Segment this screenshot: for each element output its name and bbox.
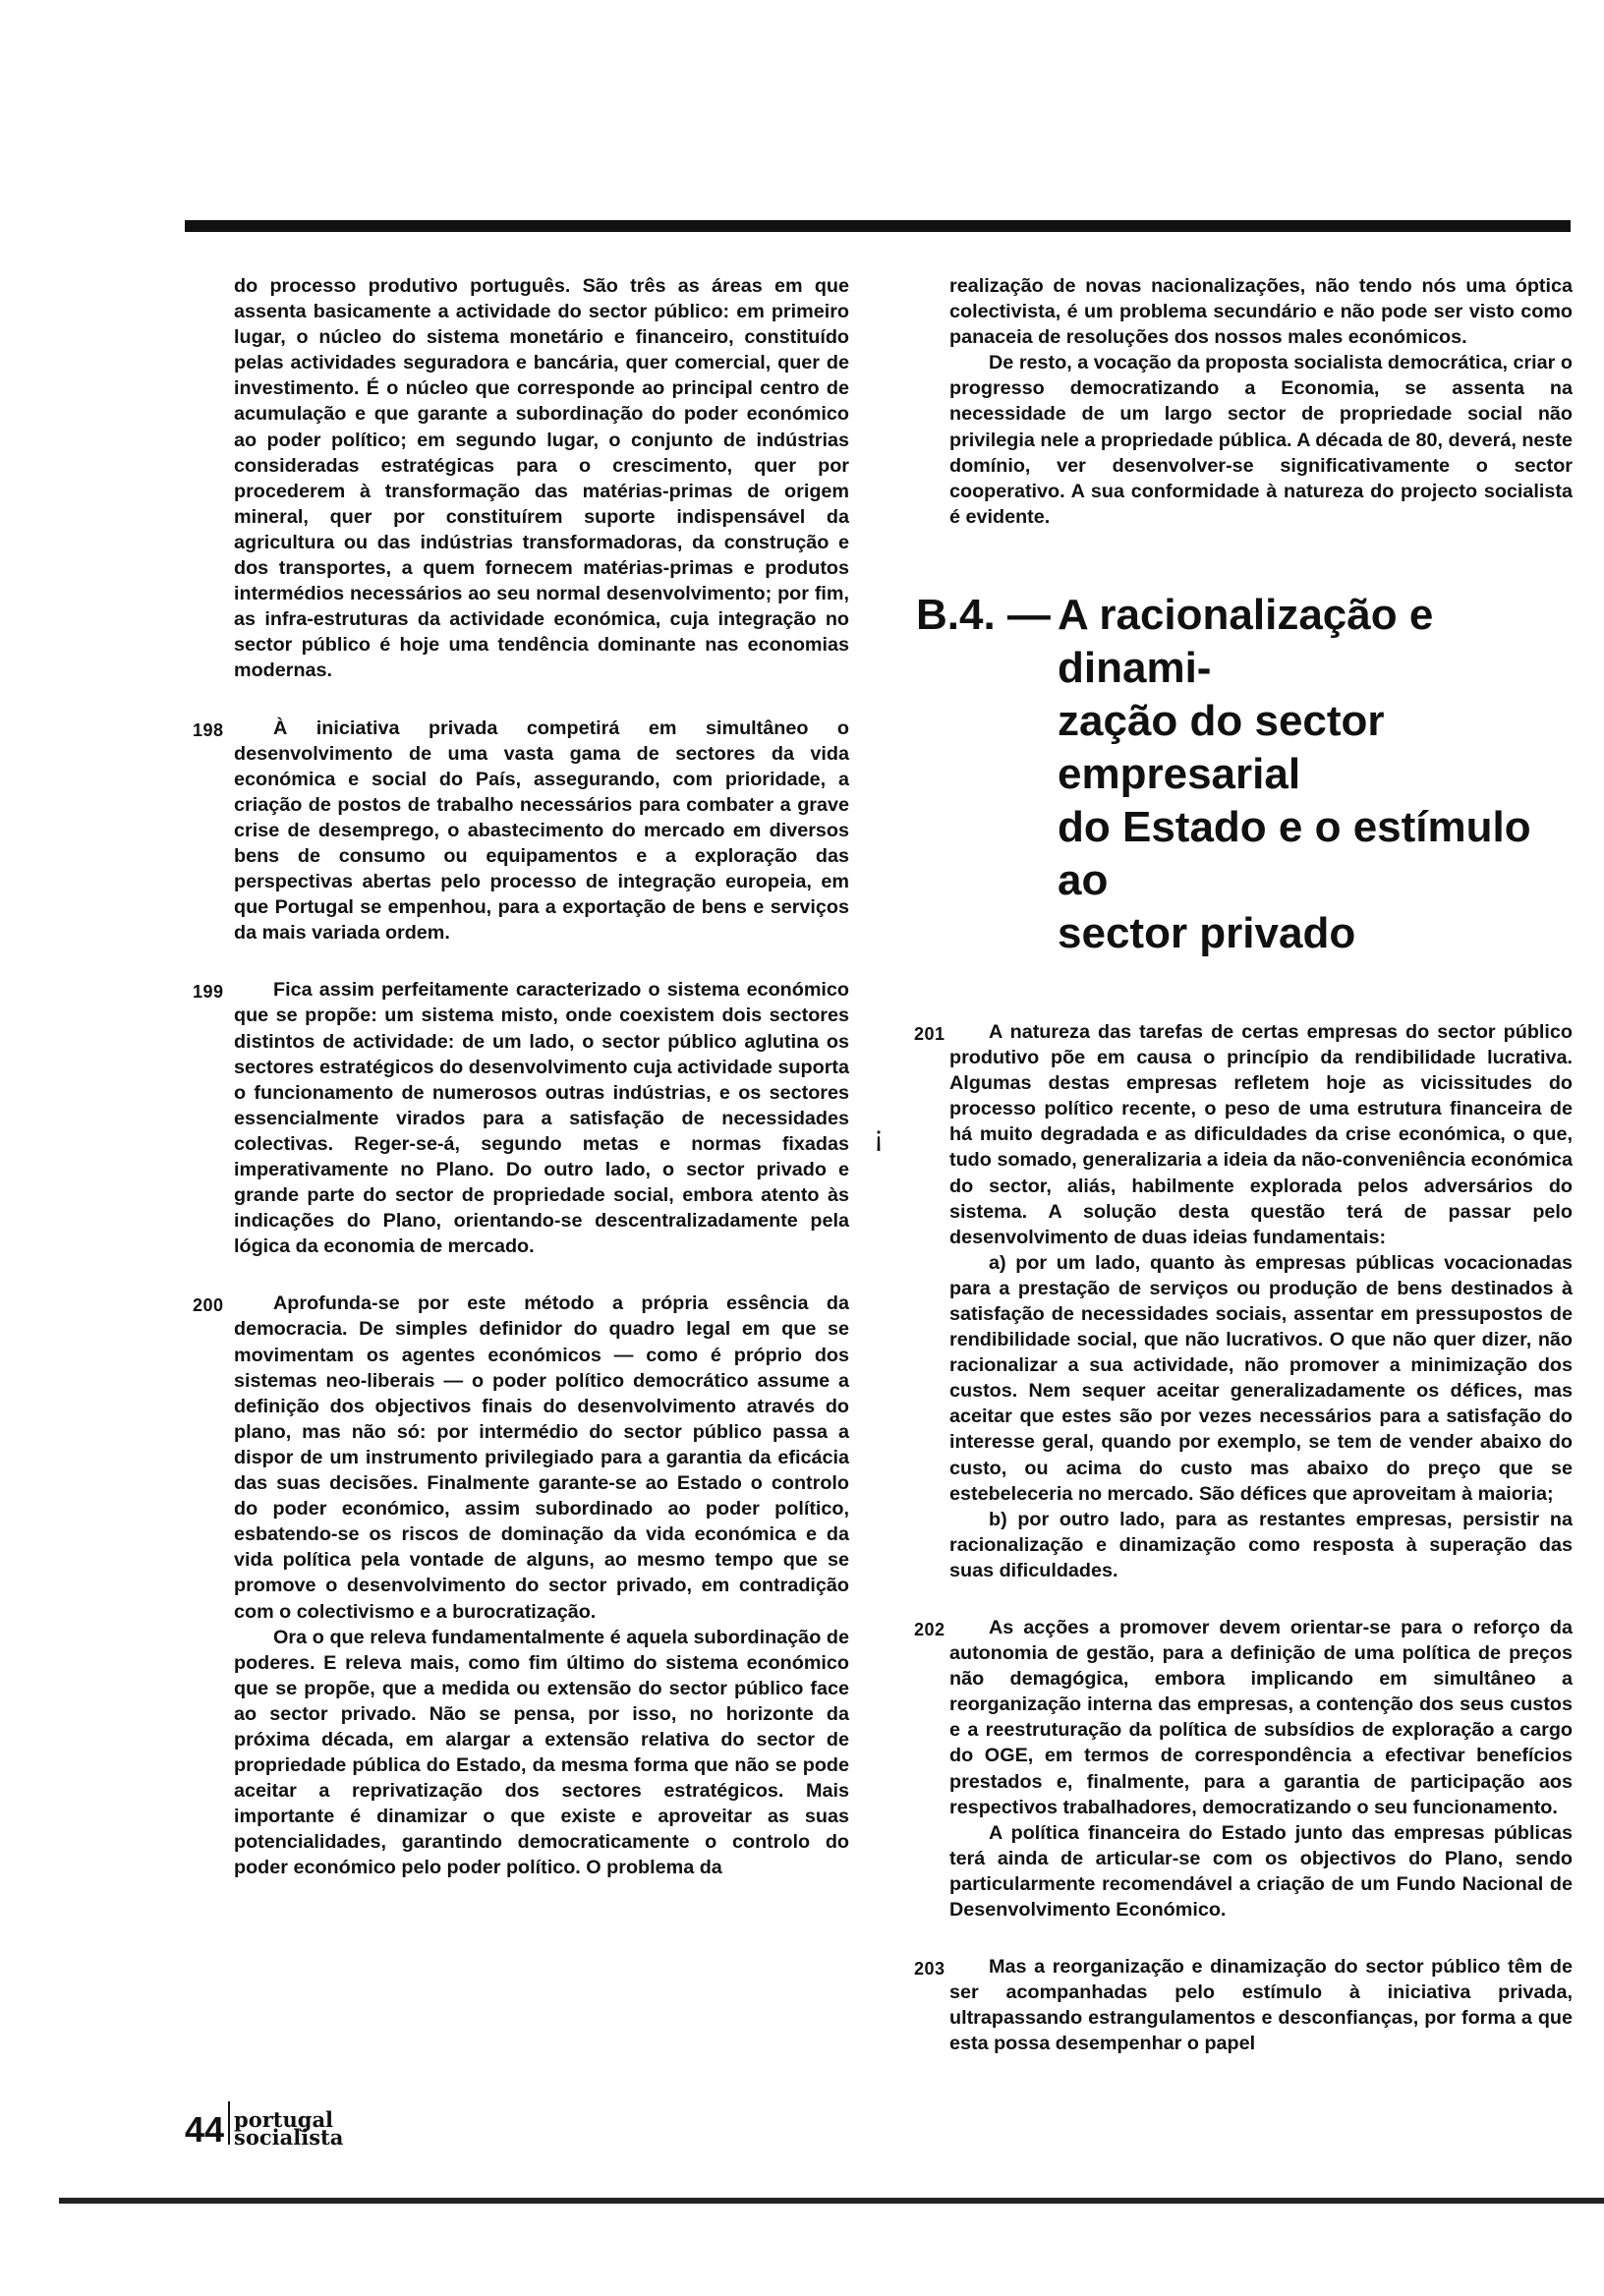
paragraph-text: realização de novas nacionalizações, não tendo nós uma óptica colectivista, é um problema secundário e não pode ser visto como panaceia de resoluções dos nossos males económicos.	[949, 275, 1573, 349]
top-rule	[185, 220, 1571, 232]
section-label: B.4. —	[916, 590, 1051, 639]
section-title-line: sector privado	[1058, 908, 1356, 957]
paragraph-number: 202	[914, 1620, 945, 1639]
magazine-name-line2: socialista	[234, 2125, 344, 2150]
section-title-line: zação do sector empresarial	[1058, 696, 1385, 798]
section-title-line: do Estado e o estímulo ao	[1058, 802, 1531, 904]
paragraph-number: 198	[193, 719, 224, 740]
page-number: 44	[185, 2109, 225, 2150]
paragraph-text: Fica assim perfeitamente caracterizado o sistema económico que se propõe: um sistema misto, onde coexistem dois sectores distintos de actividade: de um lado, o sector público aglutina os sectores estratégicos do desenvolvimento cuja actividade suporta o funcionamento de numerosos outras indústrias, e os sectores essencialmente virados para a satisfação de necessidades colectivas. Reger-se-á, segundo metas e normas fixadas imperativamente no Plano. Do outro lado, o sector privado e grande parte do sector de propriedade social, embora atento às indicações do Plano, orientando-se descentralizadamente pela lógica da economia de mercado.	[234, 979, 849, 1258]
margin-mark: ¡	[874, 1120, 884, 1153]
paragraph-number: 201	[914, 1023, 945, 1044]
paragraph-text: do processo produtivo português. São três as áreas em que assenta basicamente a actividade do sector público: em primeiro lugar, o núcleo do sistema monetário e financeiro, constituído pelas actividades seguradora e bancária, quer comercial, quer de investimento. É o núcleo que corresponde ao principal centro de acumulação e que garante a subordinação do poder económico ao poder político; em segundo lugar, o conjunto de indústrias consideradas estratégicas para o crescimento, quer por procederem à transformação das matérias-primas de origem mineral, quer por constituírem suporte indispensável da agricultura ou das indústrias transformadoras, da construção e dos transportes, a quem fornecem matérias-primas e produtos intermédios necessários ao seu normal desenvolvimento; por fim, as infra-estruturas da actividade económica, cuja integração no sector público é hoje uma tendência dominante nas economias modernas.	[234, 275, 849, 682]
magazine-name-line1: portugal	[234, 2107, 334, 2132]
paragraph-text: A política financeira do Estado junto das empresas públicas terá ainda de articular-se com os objectivos do Plano, sendo particularmente recomendável a criação de um Fundo Nacional de Desenvolvimento Económico.	[949, 1821, 1573, 1922]
paragraph-text: Ora o que releva fundamentalmente é aquela subordinação de poderes. E releva mais, como fim último do sistema económico que se propõe, que a medida ou extensão do sector público face ao sector privado. Não se pensa, por isso, no horizonte da próxima década, em alargar a extensão relativa do sector de propriedade pública do Estado, da mesma forma que não se pode aceitar a reprivatização dos sectores estratégicos. Mais importante é dinamizar o que existe e aproveitar as suas potencialidades, garantindo democraticamente o controlo do poder económico pelo poder político. O problema da	[234, 1626, 849, 1879]
section-heading	[916, 589, 1573, 960]
paragraph-198	[193, 716, 849, 947]
paragraph-text: De resto, a vocação da proposta socialista democrática, criar o progresso democratizando a Economia, se assenta na necessidade de um largo sector de propriedade social não privilegia nele a propriedade pública. A década de 80, deverá, neste domínio, ver desenvolver-se significativamente o sector cooperativo. A sua conformidade à natureza do projecto socialista é evidente.	[949, 352, 1573, 528]
paragraph-203	[914, 1954, 1573, 2056]
paragraph-number: 203	[914, 1959, 945, 1980]
section-title-line: A racionalização e dinami-	[1058, 590, 1434, 692]
magazine-logo	[234, 2107, 344, 2150]
list-item-b: b) por outro lado, para as restantes empresas, persistir na racionalização e dinamização como resposta à superação das suas dificuldades.	[949, 1508, 1573, 1581]
paragraph-text: A natureza das tarefas de certas empresas do sector público produtivo põe em causa o princípio da rendibilidade lucrativa. Algumas destas empresas refletem hoje as vicissitudes do processo político recente, o peso de uma estrutura financeira de há muito degradada e as dificuldades da crise económica, o que, tudo somado, generalizaria a ideia da não-conveniência económica do sector, aliás, habilmente explorada pelos adversários do sistema. A solução desta questão terá de passar pelo desenvolvimento de duas ideias fundamentais:	[949, 1020, 1573, 1248]
list-item-a: a) por um lado, quanto às empresas públicas vocacionadas para a prestação de serviços ou produção de bens destinados à satisfação de necessidades sociais, assentar em pressupostos de rendibilidade social, que não lucrativos. O que não quer dizer, não racionalizar a sua actividade, não promover a minimização dos custos. Nem sequer aceitar generalizadamente os défices, mas aceitar que estes são por vezes necessários para a satisfação do interesse geral, quando por exemplo, se tem de vender abaixo do custo, ou acima do custo mas abaixo do preço que se estebeleceria no mercado. São défices que aproveitam à maioria;	[949, 1251, 1573, 1505]
paragraph-199	[193, 977, 849, 1259]
paragraph-202	[914, 1615, 1573, 1923]
right-column	[914, 273, 1573, 2057]
paragraph-200	[193, 1291, 849, 1880]
paragraph-text: As acções a promover devem orientar-se para o reforço da autonomia de gestão, para a definição de uma política de preços não demagógica, embora implicando em simultâneo a reorganização interna das empresas, a contenção dos seus custos e a reestruturação da política de subsídios de exploração a cargo do OGE, em termos de correspondência a efectivar benefícios prestados e, finalmente, para a garantia de participação aos respectivos trabalhadores, democratizando o seu funcionamento.	[949, 1617, 1573, 1818]
paragraph-number: 199	[193, 982, 224, 1003]
page-footer	[185, 2101, 344, 2150]
paragraph-text: Aprofunda-se por este método a própria essência da democracia. De simples definidor do quadro legal em que se movimentam os agentes económicos — como é próprio dos sistemas neo-liberais — o poder político democrático assume a definição dos objectivos finais do desenvolvimento através do plano, mas não só: por intermédio do sector público passa a dispor de um instrumento privilegiado para a garantia da eficácia das suas decisões. Finalmente garante-se ao Estado o controlo do poder económico, assim subordinado ao poder político, esbatendo-se os riscos de dominação da vida económica e da vida política pela vontade de alguns, ao mesmo tempo que se promove o desenvolvimento do sector privado, em contradição com o colectivismo e a burocratização.	[234, 1292, 849, 1623]
paragraph-text: Mas a reorganização e dinamização do sector público têm de ser acompanhadas pelo estímulo à iniciativa privada, ultrapassando estrangulamentos e desconfianças, por forma a que esta possa desempenhar o papel	[949, 1956, 1573, 2055]
paragraph-continued	[949, 273, 1573, 530]
bottom-rule	[59, 2198, 1604, 2204]
paragraph-text: À iniciativa privada competirá em simultâneo o desenvolvimento de uma vasta gama de sectores da vida económica e social do País, assegurando, com prioridade, a criação de postos de trabalho necessários para combater a grave crise de desemprego, o abastecimento do mercado em diversos bens de consumo ou equipamentos e a exploração das perspectivas abertas pelo processo de integração europeia, em que Portugal se empenhou, para a exportação de bens e serviços da mais variada ordem.	[234, 717, 849, 945]
paragraph-201	[914, 1019, 1573, 1583]
paragraph-continued	[234, 273, 849, 684]
footer-divider	[228, 2101, 230, 2145]
left-column	[193, 273, 849, 1881]
paragraph-number: 200	[193, 1295, 224, 1316]
